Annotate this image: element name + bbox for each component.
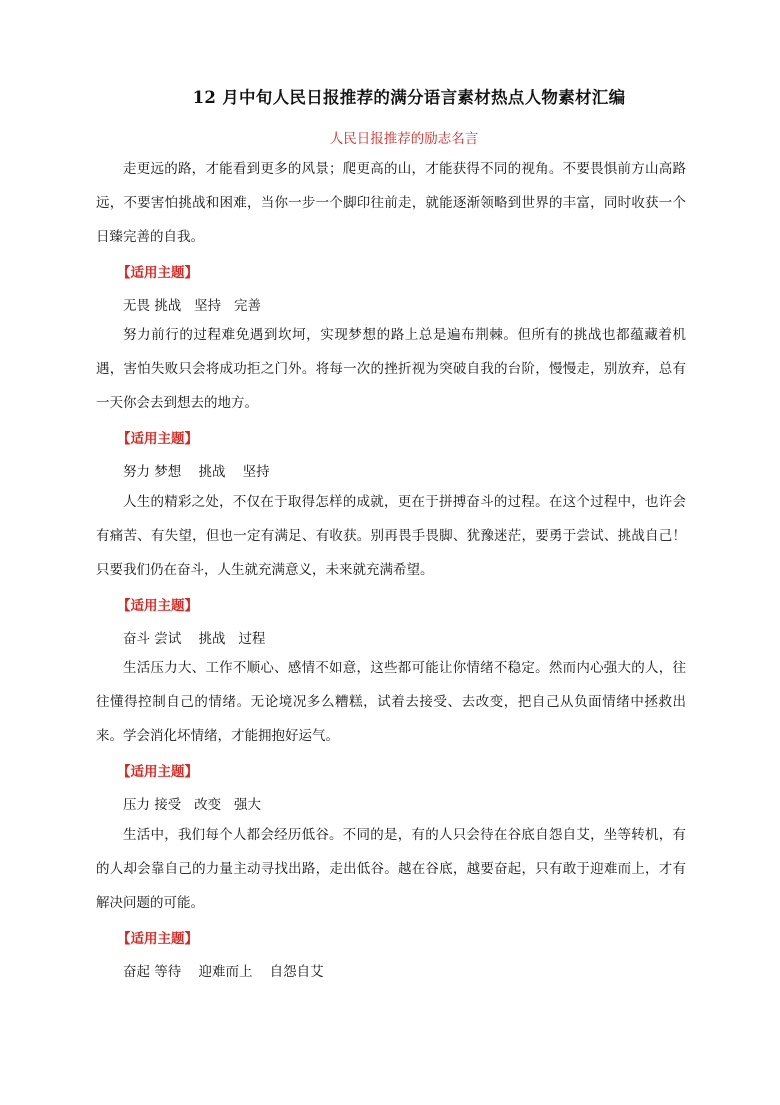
theme-keywords: 奋起 等待 迎难而上 自怨自艾 — [123, 964, 324, 980]
quote-paragraph: 努力前行的过程难免遇到坎坷，实现梦想的路上总是遍布荆棘。但所有的挑战也都蕴藏着机遇，害怕失败只会将成功拒之门外。将每一次的挫折视为突破自我的台阶，慢慢走，别放弃，总有一天你会去到想去的地方。 — [96, 327, 686, 411]
theme-tag: 【适用主题】 — [117, 598, 198, 614]
theme-tag: 【适用主题】 — [117, 764, 198, 780]
theme-tag: 【适用主题】 — [117, 265, 198, 281]
theme-tag: 【适用主题】 — [117, 931, 198, 947]
quote-paragraph: 人生的精彩之处，不仅在于取得怎样的成就，更在于拼搏奋斗的过程。在这个过程中，也许会有痛苦、有失望，但也一定有满足、有收获。别再畏手畏脚、犹豫迷茫，要勇于尝试、挑战自己！只要我们仍在奋斗，人生就充满意义，未来就充满希望。 — [96, 494, 686, 578]
theme-keywords: 努力 梦想 挑战 坚持 — [123, 464, 270, 480]
theme-keywords: 压力 接受 改变 强大 — [123, 797, 262, 813]
quote-paragraph: 生活压力大、工作不顺心、感情不如意，这些都可能让你情绪不稳定。然而内心强大的人，往往懂得控制自己的情绪。无论境况多么糟糕，试着去接受、去改变，把自己从负面情绪中拯救出来。学会消化坏情绪，才能拥抱好运气。 — [96, 660, 686, 744]
quote-paragraph: 生活中，我们每个人都会经历低谷。不同的是，有的人只会待在谷底自怨自艾，坐等转机，有的人却会靠自己的力量主动寻找出路，走出低谷。越在谷底，越要奋起，只有敢于迎难而上，才有解决问题的可能。 — [96, 827, 686, 911]
theme-tag: 【适用主题】 — [117, 431, 198, 447]
quote-paragraph: 走更远的路，才能看到更多的风景；爬更高的山，才能获得不同的视角。不要畏惧前方山高路远，不要害怕挑战和困难，当你一步一个脚印往前走，就能逐渐领略到世界的丰富，同时收获一个日臻完善的自我。 — [96, 161, 686, 245]
theme-keywords: 无畏 挑战 坚持 完善 — [123, 298, 262, 314]
theme-keywords: 奋斗 尝试 挑战 过程 — [123, 631, 266, 647]
document-title: 12 月中旬人民日报推荐的满分语言素材热点人物素材汇编 — [192, 88, 626, 107]
section-subtitle: 人民日报推荐的励志名言 — [329, 131, 479, 147]
